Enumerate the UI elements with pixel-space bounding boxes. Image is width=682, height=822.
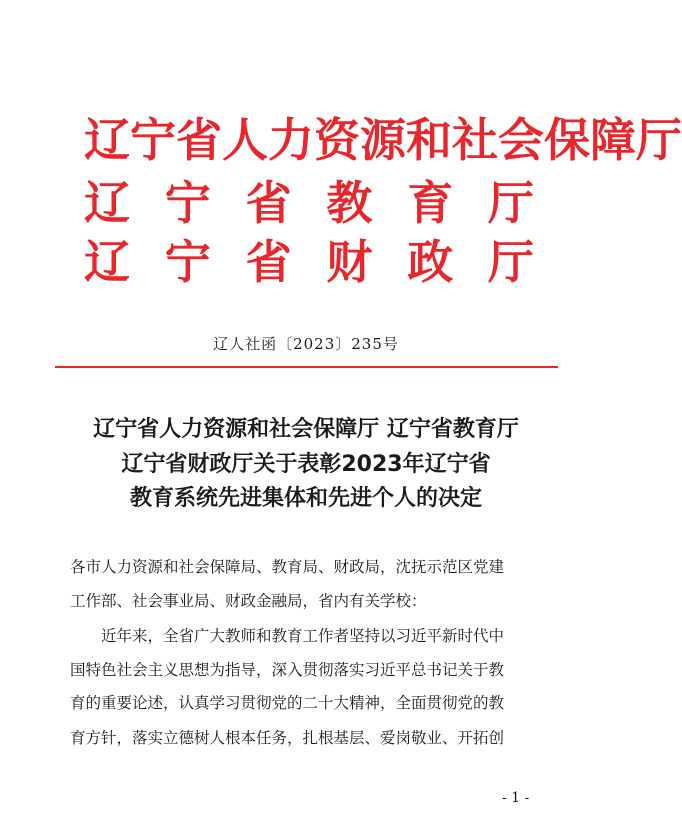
header-char: 育	[407, 176, 454, 230]
header-char: 宁	[164, 176, 211, 230]
document-number: 辽人社函〔2023〕235号	[213, 335, 399, 353]
header-char: 人	[222, 113, 268, 167]
header-char: 力	[268, 113, 314, 167]
header-char: 保	[544, 113, 590, 167]
body-text-line: 工作部、社会事业局、财政金融局，省内有关学校：	[70, 592, 427, 610]
header-char: 厅	[487, 235, 534, 289]
header-char: 省	[245, 235, 292, 289]
header-char: 源	[360, 113, 406, 167]
document-title-line-3: 教育系统先进集体和先进个人的决定	[129, 486, 482, 511]
header-char: 和	[406, 113, 452, 167]
header-char: 宁	[164, 235, 211, 289]
document-title-line-2: 辽宁省财政厅关于表彰2023年辽宁省	[121, 452, 491, 477]
body-text-line: 国特色社会主义思想为指导，深入贯彻落实习近平总书记关于教	[70, 661, 505, 679]
header-char: 辽	[84, 176, 130, 230]
header-char: 厅	[636, 113, 682, 167]
issuer-header-line-2	[84, 178, 534, 228]
red-divider-line	[55, 366, 558, 368]
header-char: 资	[314, 113, 360, 167]
header-char: 障	[590, 113, 636, 167]
body-text-line: 育的重要论述，认真学习贯彻党的二十大精神，全面贯彻党的教	[70, 694, 505, 712]
header-char: 财	[326, 235, 373, 289]
header-char: 教	[326, 176, 373, 230]
page-number: - 1 -	[502, 790, 530, 806]
header-char: 省	[176, 113, 222, 167]
header-char: 省	[245, 176, 292, 230]
body-text-line: 各市人力资源和社会保障局、教育局、财政局，沈抚示范区党建	[70, 558, 505, 576]
issuer-header-line-3	[84, 237, 534, 287]
header-char: 社	[452, 113, 498, 167]
header-char: 辽	[84, 235, 130, 289]
header-char: 宁	[130, 113, 176, 167]
header-char: 辽	[84, 113, 130, 167]
body-text-line: 育方针，落实立德树人根本任务，扎根基层、爱岗敬业、开拓创	[70, 729, 505, 747]
header-char: 政	[407, 235, 454, 289]
header-char: 厅	[487, 176, 534, 230]
body-text-line: 近年来，全省广大教师和教育工作者坚持以习近平新时代中	[70, 627, 505, 645]
issuer-header-line-1	[84, 113, 682, 167]
header-char: 会	[498, 113, 544, 167]
document-title-line-1: 辽宁省人力资源和社会保障厅 辽宁省教育厅	[93, 417, 519, 442]
